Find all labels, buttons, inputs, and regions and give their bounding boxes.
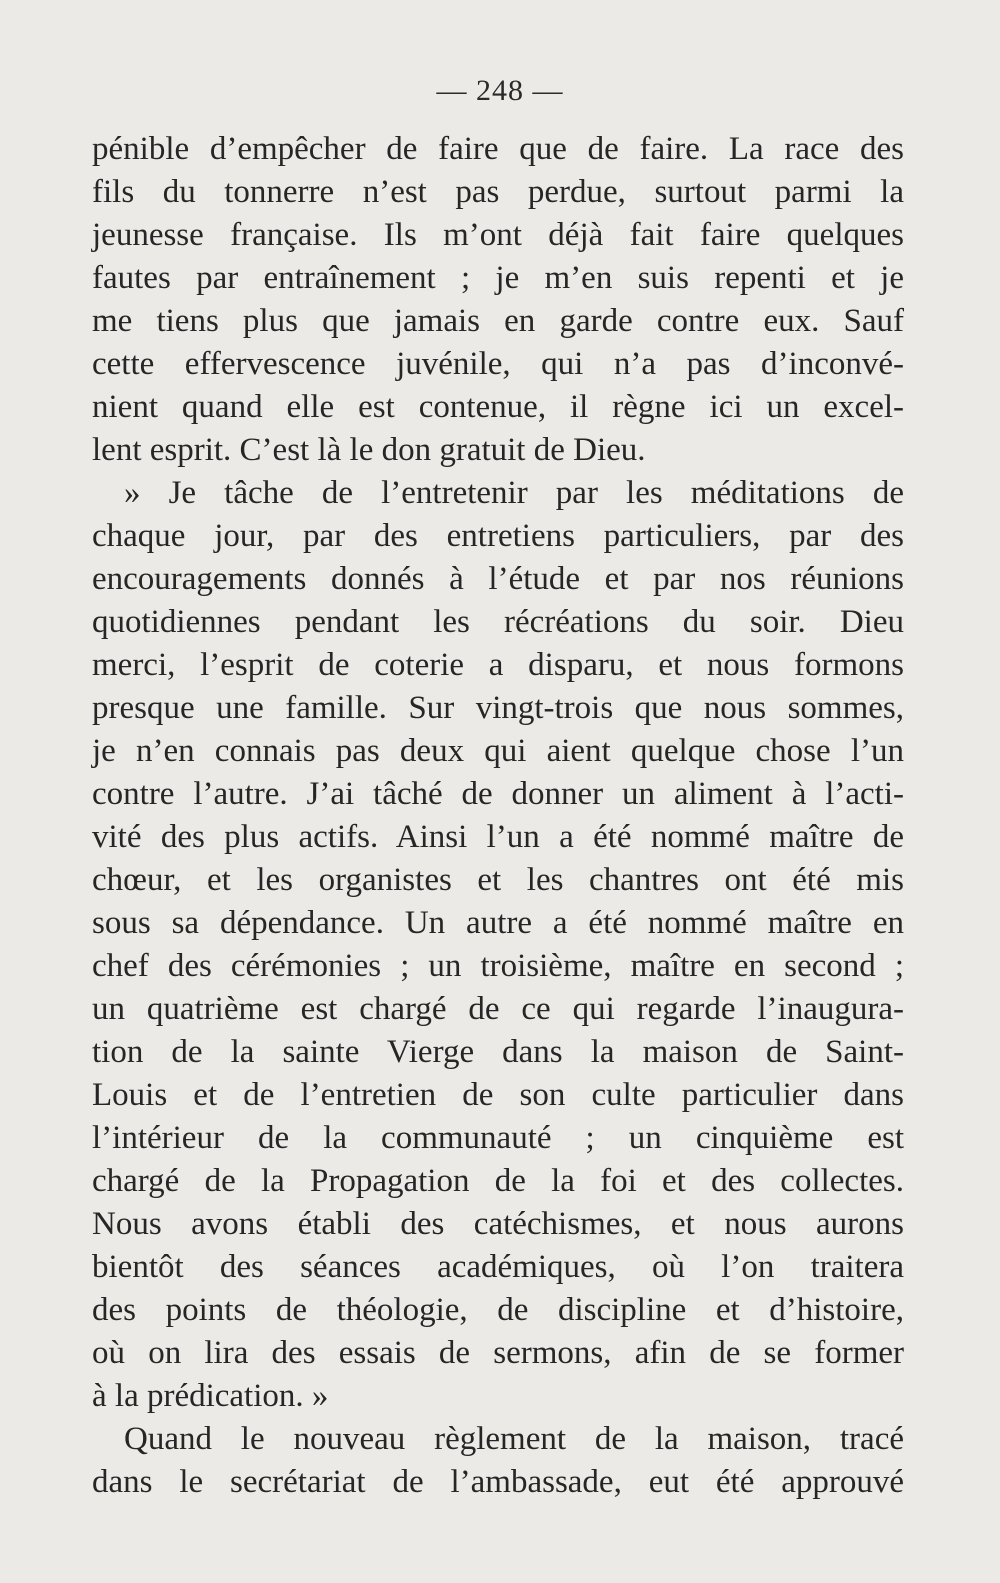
text-line: des points de théologie, de discipline et d’histoire, — [92, 1292, 904, 1328]
text-line: vité des plus actifs. Ainsi l’un a été nommé maître de — [92, 819, 904, 855]
body-text — [92, 128, 904, 1504]
text-line: nient quand elle est contenue, il règne ici un excel- — [92, 389, 904, 425]
text-line: chaque jour, par des entretiens particuliers, par des — [92, 518, 904, 554]
text-line: quotidiennes pendant les récréations du soir. Dieu — [92, 604, 904, 640]
text-line: merci, l’esprit de coterie a disparu, et nous formons — [92, 647, 904, 683]
text-line: je n’en connais pas deux qui aient quelque chose l’un — [92, 733, 904, 769]
page-number: — 248 — — [436, 74, 564, 107]
text-line: bientôt des séances académiques, où l’on traitera — [92, 1249, 904, 1285]
text-line: tion de la sainte Vierge dans la maison de Saint- — [92, 1034, 904, 1070]
text-line: Louis et de l’entretien de son culte particulier dans — [92, 1077, 904, 1113]
text-line: cette effervescence juvénile, qui n’a pas d’inconvé- — [92, 346, 904, 382]
text-line: jeunesse française. Ils m’ont déjà fait faire quelques — [92, 217, 904, 253]
text-line: presque une famille. Sur vingt-trois que nous sommes, — [92, 690, 904, 726]
text-line: un quatrième est chargé de ce qui regarde l’inaugura- — [92, 991, 904, 1027]
text-line: dans le secrétariat de l’ambassade, eut été approuvé — [92, 1464, 904, 1500]
text-line: lent esprit. C’est là le don gratuit de Dieu. — [92, 432, 646, 468]
text-line: fils du tonnerre n’est pas perdue, surtout parmi la — [92, 174, 904, 210]
text-line: sous sa dépendance. Un autre a été nommé maître en — [92, 905, 904, 941]
text-line: fautes par entraînement ; je m’en suis repenti et je — [92, 260, 904, 296]
text-line: pénible d’empêcher de faire que de faire. La race des — [92, 131, 904, 167]
text-line: chœur, et les organistes et les chantres ont été mis — [92, 862, 904, 898]
text-line: Quand le nouveau règlement de la maison, tracé — [124, 1421, 904, 1457]
text-line: encouragements donnés à l’étude et par nos réunions — [92, 561, 904, 597]
text-line: Nous avons établi des catéchismes, et nous aurons — [92, 1206, 904, 1242]
text-line: chef des cérémonies ; un troisième, maître en second ; — [92, 948, 904, 984]
text-line: me tiens plus que jamais en garde contre eux. Sauf — [92, 303, 904, 339]
text-line: l’intérieur de la communauté ; un cinquième est — [92, 1120, 904, 1156]
text-line: contre l’autre. J’ai tâché de donner un aliment à l’acti- — [92, 776, 904, 812]
text-line: où on lira des essais de sermons, afin de se former — [92, 1335, 904, 1371]
text-line: à la prédication. » — [92, 1378, 329, 1414]
text-line: chargé de la Propagation de la foi et des collectes. — [92, 1163, 904, 1199]
text-line: » Je tâche de l’entretenir par les méditations de — [124, 475, 904, 511]
